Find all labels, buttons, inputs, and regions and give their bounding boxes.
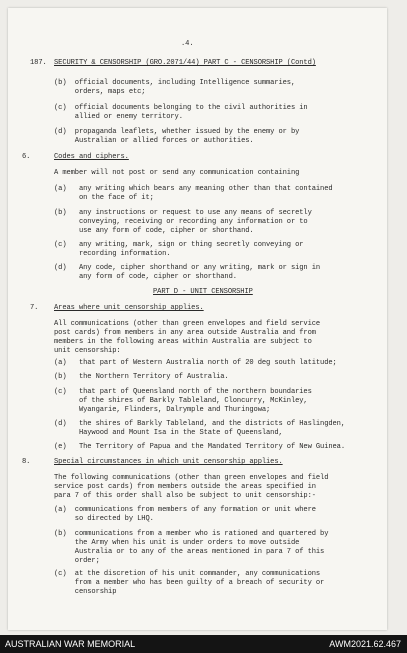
- codes-d-line1: (d) Any code, cipher shorthand or any writing, mark or sign in: [54, 264, 321, 272]
- areas-b: (b) the Northern Territory of Australia.: [54, 373, 229, 381]
- special-c-line3: censorship: [54, 588, 117, 596]
- areas-c-line3: Wyangarie, Flinders, Dalrymple and Thuringowa;: [54, 406, 271, 414]
- item-c-line1: (c) official documents belonging to the civil authorities in: [54, 104, 308, 112]
- special-intro-line1: The following communications (other than green envelopes and field: [54, 474, 329, 482]
- section-heading-security: SECURITY & CENSORSHIP (GRO.2071/44) PART C - CENSORSHIP (Contd): [54, 59, 316, 67]
- areas-intro-line4: unit censorship:: [54, 347, 121, 355]
- page-number: .4.: [181, 40, 194, 48]
- codes-b-line1: (b) any instructions or request to use any means of secretly: [54, 209, 312, 217]
- areas-a: (a) that part of Western Australia north of 20 deg south latitude;: [54, 359, 337, 367]
- codes-b-line2: conveying, receiving or recording any information or to: [54, 218, 308, 226]
- areas-intro-line1: All communications (other than green envelopes and field service: [54, 320, 321, 328]
- section-heading-special: Special circumstances in which unit censorship applies.: [54, 458, 283, 466]
- codes-a-line2: on the face of it;: [54, 194, 154, 202]
- codes-c-line1: (c) any writing, mark, sign or thing secretly conveying or: [54, 241, 304, 249]
- codes-intro: A member will not post or send any communication containing: [54, 169, 300, 177]
- codes-d-line2: any form of code, cipher or shorthand.: [54, 273, 237, 281]
- special-b-line3: Australia or to any of the areas mentioned in para 7 of this: [54, 548, 325, 556]
- order-number: 187.: [30, 59, 47, 67]
- areas-intro-line2: post cards) from members in any area outside Australia and from: [54, 329, 316, 337]
- special-intro-line2: service post cards) from members outside the areas specified in: [54, 483, 316, 491]
- section-heading-areas: Areas where unit censorship applies.: [54, 304, 204, 312]
- section-number-6: 6.: [22, 153, 31, 161]
- document-page: [8, 8, 387, 630]
- section-heading-codes: Codes and ciphers.: [54, 153, 129, 161]
- special-b-line4: order;: [54, 557, 100, 565]
- special-c-line1: (c) at the discretion of his unit commander, any communications: [54, 570, 321, 578]
- item-b-line2: orders, maps etc;: [54, 88, 146, 96]
- special-a-line2: so directed by LHQ.: [54, 515, 154, 523]
- item-b-line1: (b) official documents, including Intelligence summaries,: [54, 79, 296, 87]
- item-d-line1: (d) propaganda leaflets, whether issued by the enemy or by: [54, 128, 300, 136]
- areas-c-line1: (c) that part of Queensland north of the northern boundaries: [54, 388, 312, 396]
- special-b-line1: (b) communications from a member who is rationed and quartered by: [54, 530, 329, 538]
- section-number-8: 8.: [22, 458, 31, 466]
- areas-d-line1: (d) the shires of Barkly Tableland, and the districts of Haslingden,: [54, 420, 345, 428]
- footer-source: AUSTRALIAN WAR MEMORIAL: [5, 639, 136, 649]
- codes-b-line3: use any form of code, cipher or shorthand.: [54, 227, 254, 235]
- part-heading: PART D - UNIT CENSORSHIP: [153, 288, 253, 296]
- special-b-line2: the Army when his unit is under orders to move outside: [54, 539, 300, 547]
- areas-c-line2: of the shires of Barkly Tableland, Cloncurry, McKinley,: [54, 397, 308, 405]
- areas-intro-line3: members in the following areas within Australia are subject to: [54, 338, 312, 346]
- areas-e: (e) The Territory of Papua and the Mandated Territory of New Guinea.: [54, 443, 345, 451]
- special-intro-line3: para 7 of this order shall also be subject to unit censorship:-: [54, 492, 316, 500]
- footer-bar: [0, 635, 407, 653]
- codes-a-line1: (a) any writing which bears any meaning other than that contained: [54, 185, 333, 193]
- special-c-line2: from a member who has been guilty of a breach of security or: [54, 579, 325, 587]
- item-c-line2: allied or enemy territory.: [54, 113, 183, 121]
- codes-c-line2: recording information.: [54, 250, 171, 258]
- item-d-line2: Australian or allied forces or authorities.: [54, 137, 254, 145]
- footer-reference: AWM2021.62.467: [329, 639, 401, 649]
- special-a-line1: (a) communications from members of any formation or unit where: [54, 506, 316, 514]
- areas-d-line2: Haywood and Mount Isa in the State of Queensland,: [54, 429, 283, 437]
- section-number-7: 7.: [30, 304, 39, 312]
